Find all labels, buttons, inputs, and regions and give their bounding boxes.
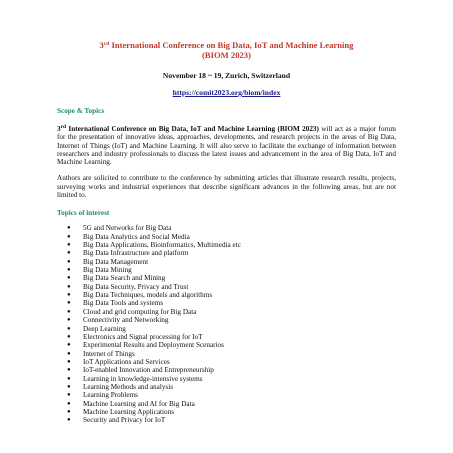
topic-list-item bbox=[67, 233, 396, 241]
topic-list-item bbox=[67, 416, 396, 424]
bullet-icon: ● bbox=[67, 292, 71, 299]
topics-list bbox=[57, 224, 396, 424]
bullet-icon: ● bbox=[67, 325, 71, 332]
topic-label: 5G and Networks for Big Data bbox=[83, 224, 172, 233]
topic-label: Learning Methods and analysis bbox=[83, 382, 174, 391]
topic-list-item bbox=[67, 241, 396, 249]
topic-label: Learning in knowledge-intensive systems bbox=[83, 374, 203, 383]
topic-list-item bbox=[67, 224, 396, 232]
authors-paragraph: Authors are solicited to contribute to the conference by submitting articles that illustrate research results, projects, surveying works and industrial experiences that describe significant advances in the following areas, but are not limited to. bbox=[57, 174, 396, 200]
bullet-icon: ● bbox=[67, 417, 71, 424]
bullet-icon: ● bbox=[67, 308, 71, 315]
topic-list-item bbox=[67, 266, 396, 274]
topic-label: Big Data Techniques, models and algorithms bbox=[83, 291, 213, 300]
topic-list-item bbox=[67, 333, 396, 341]
bullet-icon: ● bbox=[67, 317, 71, 324]
topic-list-item bbox=[67, 308, 396, 316]
topic-list-item bbox=[67, 325, 396, 333]
bullet-icon: ● bbox=[67, 242, 71, 249]
title-ordinal: 3 bbox=[99, 40, 104, 50]
topic-list-item bbox=[67, 249, 396, 257]
bullet-icon: ● bbox=[67, 300, 71, 307]
topic-label: Internet of Things bbox=[83, 349, 135, 358]
bullet-icon: ● bbox=[67, 233, 71, 240]
topic-list-item bbox=[67, 341, 396, 349]
topic-label: Big Data Management bbox=[83, 257, 149, 266]
bullet-icon: ● bbox=[67, 258, 71, 265]
bullet-icon: ● bbox=[67, 275, 71, 282]
topics-heading: Topics of interest bbox=[57, 209, 110, 218]
topic-list-item bbox=[67, 299, 396, 307]
scope-ordinal: 3 bbox=[57, 125, 61, 133]
bullet-icon: ● bbox=[67, 383, 71, 390]
topic-label: IoT Applications and Services bbox=[83, 357, 170, 366]
topic-list-item bbox=[67, 366, 396, 374]
topic-list-item bbox=[67, 400, 396, 408]
topic-list-item bbox=[67, 274, 396, 282]
bullet-icon: ● bbox=[67, 350, 71, 357]
topic-label: Big Data Applications, Bioinformatics, Multimedia etc bbox=[83, 241, 241, 250]
topic-label: Learning Problems bbox=[83, 391, 138, 400]
topic-list-item bbox=[67, 408, 396, 416]
bullet-icon: ● bbox=[67, 225, 71, 232]
scope-ordinal-suffix: rd bbox=[60, 124, 67, 130]
conference-url-link[interactable]: https://comit2023.org/biom/index bbox=[172, 88, 281, 97]
topic-label: Electronics and Signal processing for IoT bbox=[83, 332, 203, 341]
scope-heading: Scope & Topics bbox=[57, 107, 105, 115]
topic-label: Big Data Tools and systems bbox=[83, 299, 164, 308]
bullet-icon: ● bbox=[67, 342, 71, 349]
topic-label: Cloud and grid computing for Big Data bbox=[83, 307, 197, 316]
bullet-icon: ● bbox=[67, 375, 71, 382]
topic-list-item bbox=[67, 283, 396, 291]
title-line1: International Conference on Big Data, IoT and Machine Learning bbox=[109, 40, 354, 50]
topic-label: Big Data Search and Mining bbox=[83, 274, 166, 283]
topic-label: Big Data Analytics and Social Media bbox=[83, 232, 190, 241]
title-line2: (BIOM 2023) bbox=[202, 50, 251, 60]
bullet-icon: ● bbox=[67, 392, 71, 399]
topic-list-item bbox=[67, 291, 396, 299]
bullet-icon: ● bbox=[67, 408, 71, 415]
bullet-icon: ● bbox=[67, 283, 71, 290]
topic-list-item bbox=[67, 358, 396, 366]
scope-conference-name: International Conference on Big Data, IoT and Machine Learning (BIOM 2023) bbox=[66, 125, 319, 133]
topic-label: Security and Privacy for IoT bbox=[83, 416, 166, 425]
topic-label: Deep Learning bbox=[83, 324, 126, 333]
topic-list-item bbox=[67, 316, 396, 324]
title-ordinal-suffix: rd bbox=[103, 41, 110, 47]
bullet-icon: ● bbox=[67, 333, 71, 340]
scope-description: will act as a major forum for the presentation of innovative ideas, approaches, developments, and research projects in the areas of Big Data, Internet of Things (IoT) and Machine Learning. It will also serve to facilitate the exchange of information between researchers and industry professionals to discuss the latest issues and advancement in the area of Big Data, IoT and Machine Learning. bbox=[57, 125, 396, 167]
topic-label: Big Data Security, Privacy and Trust bbox=[83, 282, 189, 291]
topic-label: IoT-enabled Innovation and Entrepreneurship bbox=[83, 366, 214, 375]
scope-paragraph bbox=[57, 125, 396, 166]
topic-label: Experimental Results and Deployment Scenarios bbox=[83, 341, 224, 350]
topic-label: Connectivity and Networking bbox=[83, 316, 169, 325]
topic-label: Machine Learning and AI for Big Data bbox=[83, 399, 195, 408]
document-page bbox=[57, 40, 396, 425]
bullet-icon: ● bbox=[67, 267, 71, 274]
topic-list-item bbox=[67, 258, 396, 266]
bullet-icon: ● bbox=[67, 400, 71, 407]
bullet-icon: ● bbox=[67, 250, 71, 257]
topic-list-item bbox=[67, 383, 396, 391]
conference-title bbox=[57, 40, 396, 60]
topic-list-item bbox=[67, 391, 396, 399]
topic-label: Machine Learning Applications bbox=[83, 407, 175, 416]
topic-label: Big Data Infrastructure and platform bbox=[83, 249, 189, 258]
conference-dates: November 18 ~ 19, Zurich, Switzerland bbox=[162, 71, 291, 80]
topic-list-item bbox=[67, 375, 396, 383]
topic-label: Big Data Mining bbox=[83, 266, 132, 275]
topic-list-item bbox=[67, 350, 396, 358]
bullet-icon: ● bbox=[67, 358, 71, 365]
bullet-icon: ● bbox=[67, 367, 71, 374]
